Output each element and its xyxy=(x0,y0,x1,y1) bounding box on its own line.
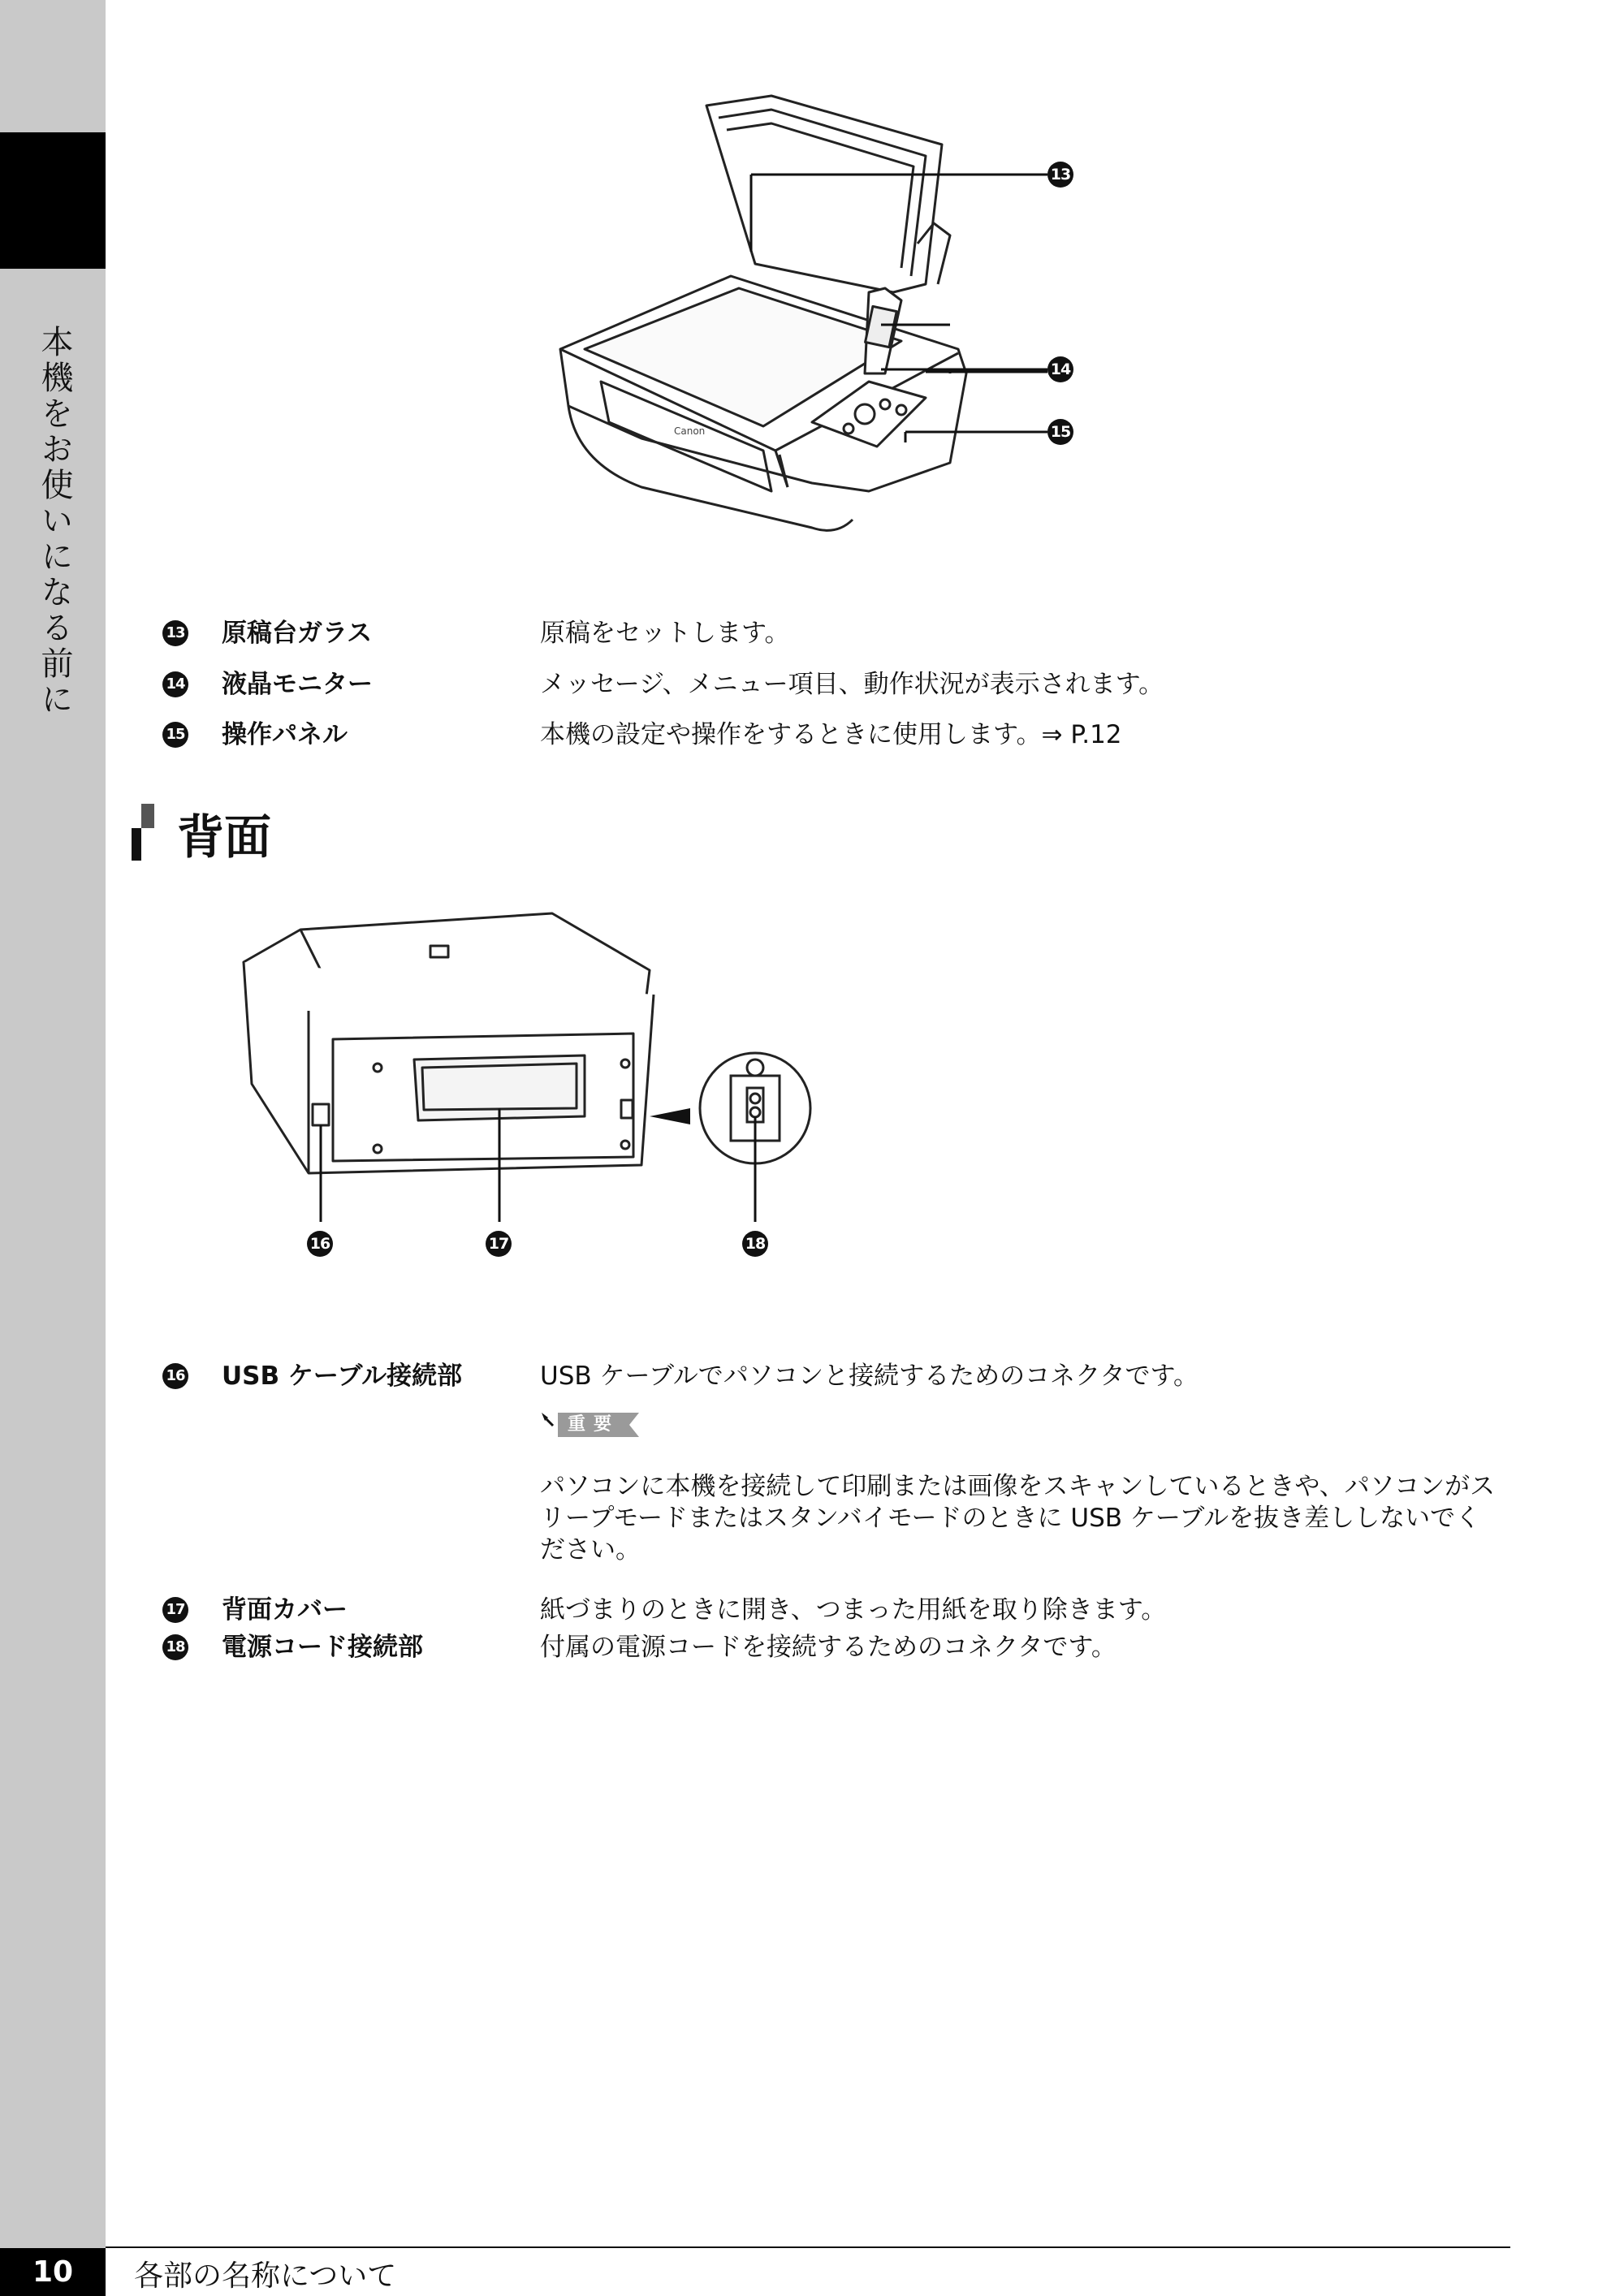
item-number: 15 xyxy=(162,722,188,748)
item-number: 14 xyxy=(162,671,188,697)
item-number: 13 xyxy=(162,620,188,646)
item-term: USB ケーブル接続部 xyxy=(222,1362,463,1391)
section-heading-text: 背面 xyxy=(177,809,272,865)
brand-mark: Canon xyxy=(674,425,706,437)
note-line: パソコンに本機を接続して印刷または画像をスキャンしているときや、パソコンがス xyxy=(540,1472,1496,1501)
pin-icon xyxy=(540,1409,558,1427)
callout-14: 14 xyxy=(1047,356,1073,382)
callout-13: 13 xyxy=(1047,162,1073,188)
item-description: 紙づまりのときに開き、つまった用紙を取り除きます。 xyxy=(540,1595,1167,1625)
item-number: 17 xyxy=(162,1597,188,1623)
footer-title: 各部の名称について xyxy=(134,2259,397,2293)
callout-15: 15 xyxy=(1047,419,1073,445)
heading-marker xyxy=(132,828,141,861)
item-description: 原稿をセットします。 xyxy=(540,619,790,648)
item-description: 本機の設定や操作をするときに使用します。⇒ P.12 xyxy=(540,720,1122,749)
item-number: 16 xyxy=(162,1363,188,1389)
item-description: メッセージ、メニュー項目、動作状況が表示されます。 xyxy=(540,670,1164,699)
front-printer-illustration xyxy=(544,81,1080,568)
item-term: 操作パネル xyxy=(222,720,348,749)
callout-17: 17 xyxy=(486,1231,512,1257)
callout-18: 18 xyxy=(742,1231,768,1257)
item-description: 付属の電源コードを接続するためのコネクタです。 xyxy=(540,1633,1116,1662)
item-description: USB ケーブルでパソコンと接続するためのコネクタです。 xyxy=(540,1362,1199,1391)
page-number: 10 xyxy=(0,2248,106,2296)
note-line: ださい。 xyxy=(540,1535,641,1564)
important-note xyxy=(540,1471,1514,1566)
item-number: 18 xyxy=(162,1634,188,1660)
item-term: 原稿台ガラス xyxy=(222,619,373,648)
item-term: 液晶モニター xyxy=(222,670,373,699)
item-term: 電源コード接続部 xyxy=(222,1633,423,1662)
important-label: 重要 xyxy=(558,1413,629,1437)
rear-printer-illustration xyxy=(227,897,828,1222)
important-badge xyxy=(540,1409,646,1439)
heading-marker-accent xyxy=(141,804,154,828)
badge-flag xyxy=(629,1413,639,1437)
callout-16: 16 xyxy=(307,1231,333,1257)
side-tab-title: 本機をお使いになる前に xyxy=(36,325,73,718)
note-line: リープモードまたはスタンバイモードのときに USB ケーブルを抜き差ししないでく xyxy=(540,1504,1481,1533)
footer-rule xyxy=(106,2246,1510,2248)
side-tab-marker xyxy=(0,132,106,269)
item-term: 背面カバー xyxy=(222,1595,348,1625)
